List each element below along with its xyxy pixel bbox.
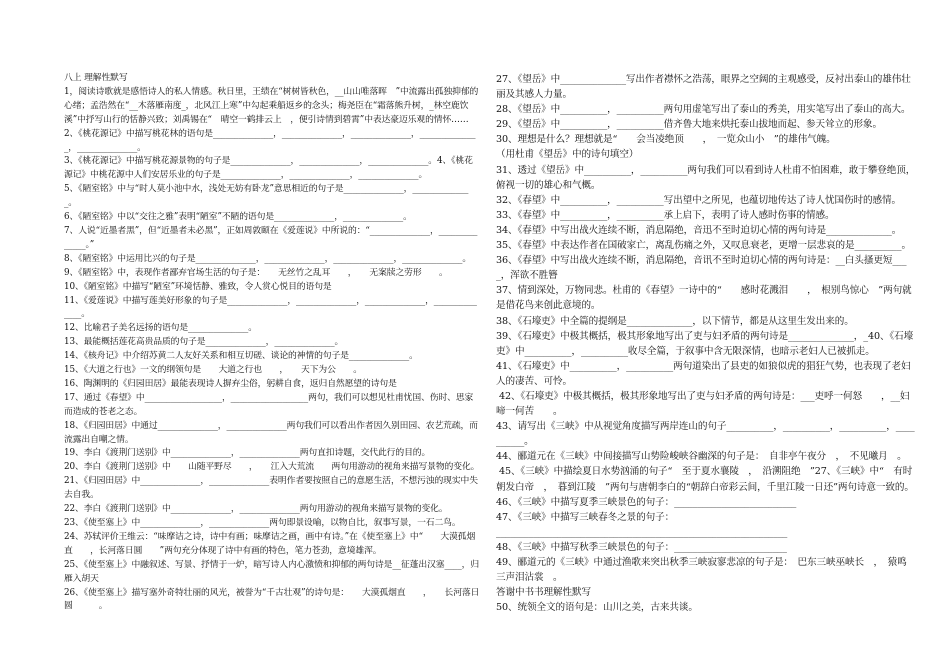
left-column-line: 7、人说“近墨者黑”，但“近墨者未必黑”，正如周敦颐在《爱莲说》中所说的：“______________，______________。” [64,225,478,250]
right-column-line: 31、透过《望岳》中__________，__________两句我们可以看到诗人杜甫不怕困难，敢于攀登绝顶，俯视一切的雄心和气概。 [496,164,916,191]
left-column-line: 16、陶渊明的《归园田居》最能表现诗人摒弃尘俗，躬耕自食，返归自然愿望的诗句是 [64,378,397,389]
left-column-line: 8、《陋室铭》中运用比兴的句子是______________，______________，______________，______________。 [64,253,472,264]
right-column-line: 32、《春望》中__________，__________写出望中之所见，也蕴切地传达了诗人忧国伤时的感情。 [496,194,901,206]
right-column-line: 42、《石壕吏》中极其概括，极其形象地写出了吏与妇矛盾的两句诗是：___吏呼一何怒 ，__妇啼一何苦 。 [496,390,910,418]
left-column [64,72,480,614]
right-column-line: 45、《三峡》中描绘夏日水势汹涌的句子“ 至于夏水襄陵 ， 沿溯阻绝 ”27、《三峡》中“ 有时朝发白帝 ， 暮到江陵 ”两句与唐朝李白的“朝辞白帝彩云间，千里江陵一日还”两句诗意一致的。 [496,466,914,493]
left-column-line: 15、《大道之行也》一文的纲领句是 大道之行也 ， 天下为公 。 [64,365,362,376]
left-column-line: 20、李白《渡荆门送别》中 山随平野尽 ， 江入大荒流 两句用游动的视角来描写景物的变化。 [64,462,480,473]
right-column-line: 34、《春望》中写出战火连续不断，消息隔绝，音迅不至时迫切心情的两句诗是______________。 [496,224,902,236]
right-column-line: 46、《三峡》中描写夏季三峡景色的句子：__________________________ [496,496,797,508]
right-column-line: 48、《三峡》中描写秋季三峡景色的句子：________________________ [496,541,787,553]
right-column-line: 答谢中书书理解性默写 [496,587,591,599]
left-column-line: 13、最能概括莲花高贵品质的句子是______________，______________。 [64,337,344,348]
right-column-line: 39、《石壕吏》中极其概括，极其形象地写出了吏与妇矛盾的两句诗是______________，_40、《石壕吏》中__________，__________收尽全篇，于叙事中含无限深情，也暗示老妇人已被抓走。 [496,330,914,357]
left-column-line: 6、《陋室铭》中以“交往之雅”表明“陋室”不陋的语句是______________，______________。 [64,212,412,223]
right-column-line: ______________________________________________________________ [496,526,788,538]
right-column-line: 49、郦道元的《三峡》中通过渔歌来突出秋季三峡寂寥悲凉的句子是： 巴东三峡巫峡长 ， 猿鸣三声泪沾裳 。 [496,557,907,584]
left-column-line: 26、《使至塞上》描写塞外奇特壮丽的风光，被誉为“千古壮观”的诗句是： 大漠孤烟直 ， 长河落日圆 。 [64,587,480,612]
right-column-line: 35、《春望》中表达作者在国破家亡，离乱伤痛之外，又叹息衰老，更增一层悲哀的是__________。 [496,240,911,252]
right-column-line: 41、《石壕吏》中__________，__________两句道染出了县吏的如狼似虎的猖狂气势，也表现了老妇人的凄苦、可怜。 [496,360,911,387]
right-column-line: 33、《春望》中__________，__________承上启下，表明了诗人感时伤事的情感。 [496,209,835,221]
left-column-line: 3、《桃花源记》中描写桃花源景物的句子是______________，______________，______________。4、《桃花源记》中桃花源中人们安居乐业的句子是______________，______________，______________。 [64,156,473,181]
left-column-line: 19、李白《渡荆门送别》中______________，______________两句直扣诗题，交代此行的目的。 [64,448,431,459]
left-column-line: 八上 理解性默写 [64,73,128,83]
right-column [496,72,916,615]
left-column-line: 9、《陋室铭》中，表现作者鄙弃官场生活的句子是： 无丝竹之乱耳 ， 无案牍之劳形 。 [64,267,448,278]
left-column-line: 23、《使至塞上》中______________，______________两句即景设喻，以物自比，叙事写景，一石二鸟。 [64,518,461,528]
right-column-line: 47、《三峡》中描写三峡春冬之景的句子： [496,511,675,523]
right-column-line: 43、请写出《三峡》中从视觉角度描写两岸连山的句子__________，__________，__________，__________。 [496,421,915,448]
left-column-line: 22、李白《渡荆门送别》中______________，______________两句用游动的视角来描写景物的变化。 [64,504,448,515]
right-column-line: 30、理想是什么？理想就是“ 会当凌绝顶 ， 一览众山小 ”的雄伟气魄。 [496,134,836,146]
left-column-line: 18、《归园田居》中通过______________，______________两句我们可以看出作者因久别田园、农艺荒疏，而流露出自嘲之情。 [64,420,478,445]
left-column-line: 10、《陋室铭》中描写“陋室”环境恬静、雅致，令人赏心悦目的语句是 [64,281,332,292]
left-column-line: 2、《桃花源记》中描写桃花林的语句是______________，______________，______________，______________，______________。 [64,128,476,153]
left-column-line: 12、比喻君子美名远扬的语句是______________。 [64,323,257,334]
left-column-line: 11、《爱莲说》中描写莲美好形象的句子是______________，______________，______________，______________。 [64,295,477,320]
left-column-line: 5、《陋室铭》中与“时人莫小池中水，浅处无妨有卧龙”意思相近的句子是______________，______________。 [64,184,469,209]
right-column-line: 29、《望岳》中__________，__________借齐鲁大地来烘托泰山拔地而起、参天耸立的形象。 [496,119,882,131]
left-column-line: 17、通过《春望》中__________________，__________________两句，我们可以想见杜甫忧国、伤时、思家而造成的苍老之态。 [64,392,474,417]
right-column-line: 36、《春望》中写出战火连续不断，消息隔绝，音讯不至时迫切心情的两句诗是：__白头搔更短____，浑欲不胜簪 [496,255,907,282]
right-column-line: 50、统领全文的语句是：山川之美，古来共谈。 [496,602,698,614]
left-column-line: 21、《归园田居》中______________，______________表明作者要按照自己的意愿生活，不想污浊的现实中失去自我。 [64,476,478,501]
right-column-line: 27、《望岳》中______________写出作者襟怀之浩荡，眼界之空阔的主观感受，反衬出泰山的雄伟壮丽及其感人力量。 [496,74,911,101]
right-column-line: 37、情到深处，万物同悲。杜甫的《春望》一诗中的“ 感时花溅泪 ， 根别鸟惊心 ”两句就是借花鸟来创此意境的。 [496,285,912,312]
left-column-line: 1，阅读诗歌就是感悟诗人的私人情感。秋日里，王绩在“树树皆秋色，__山山唯落晖 ”中流露出孤独抑郁的心绪；孟浩然在“__木落雁南度_，北风江上寒”中勾起乘船返乡的念头；梅尧臣在“霜落熊升树，_林空鹿饮溪”中抒写山行的恬静兴致；刘禹锡在“ 晴空一鹤排云上 ，便引诗情到碧霄”中表达豪迈乐观的情怀…… [64,86,479,125]
right-column-line: 28、《望岳》中__________，__________两句用虚笔写出了泰山的秀美，用实笔写出了泰山的高大。 [496,104,911,116]
left-column-line: 25、《使至塞上》中融叙述、写景、抒情于一炉，暗写诗人内心激愤和抑郁的两句诗是__征蓬出汉塞____，归雁入胡天 [64,559,480,584]
left-column-line: 24、苏轼评价王维云：“味摩诘之诗，诗中有画；味摩诘之画，画中有诗。”在《使至塞上》中“ 大漠孤烟直 ，长河落日圆 ”两句充分体现了诗中有画的特色，笔力苍劲，意境雄浑。 [64,531,476,556]
right-column-line: （用杜甫《望岳》中的诗句填空） [496,149,639,161]
right-column-line: 44、郦道元在《三峡》中间接描写山势险峻峡谷幽深的句子是： 自非亭午夜分 ， 不见曦月 。 [496,451,907,463]
left-column-line: 14、《核舟记》中介绍苏黄二人友好关系和相互切磋、谈论的神情的句子是______________。 [64,351,418,362]
right-column-line: 38、《石壕吏》中全篇的提纲是______________，以下情节，都是从这里生发出来的。 [496,315,854,327]
